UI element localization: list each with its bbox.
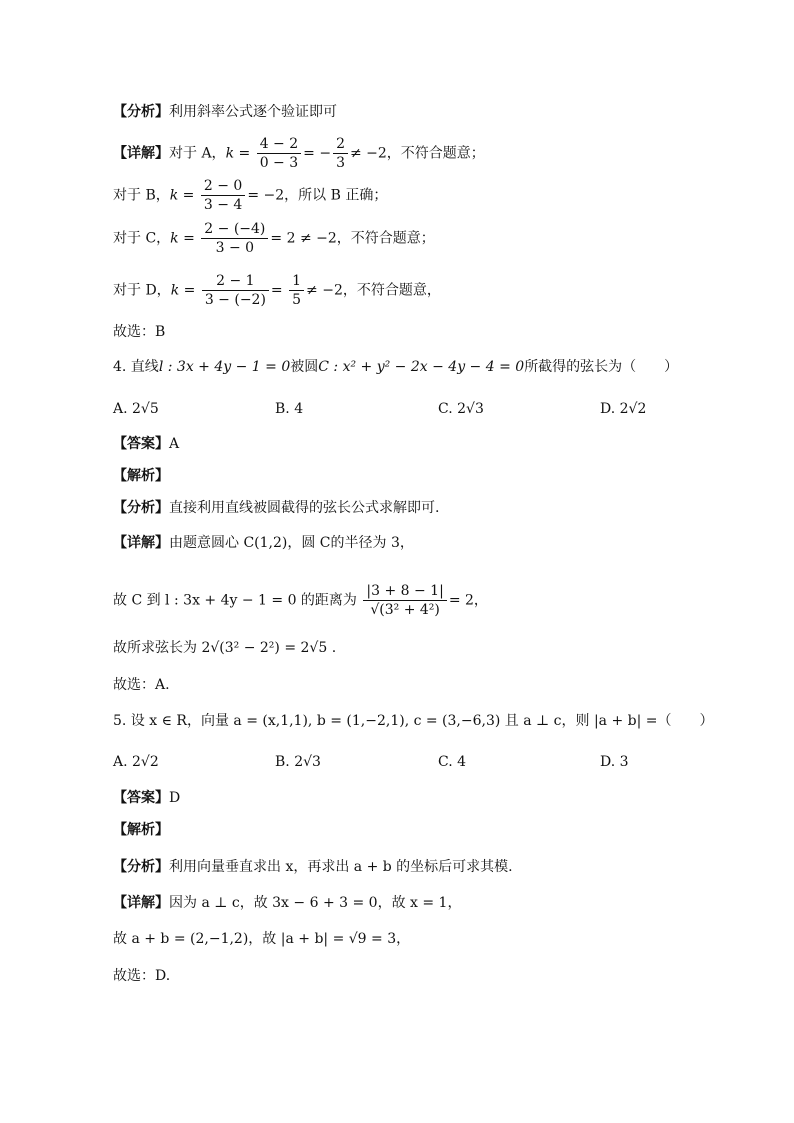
answer-value: D bbox=[169, 790, 181, 806]
case-a-prefix: 对于 A， bbox=[169, 145, 226, 162]
q4-option-a: A. 2√5 bbox=[113, 401, 159, 417]
case-b-suffix: = −2，所以 B 正确； bbox=[247, 187, 388, 204]
fraction: $\frac{2}{3}$ bbox=[333, 135, 348, 172]
q4-option-c: C. 2√3 bbox=[438, 401, 484, 417]
q3-detail-a: 【详解】对于 A，k = $\frac{4 - 2}{0 - 3}$ = − $\frac{2}{3}$ ≠ −2，不符合题意； bbox=[113, 136, 485, 171]
line-equation: l : 3x + 4y − 1 = 0 bbox=[158, 359, 291, 375]
fraction: $\frac{2 - 0}{3 - 4}$ bbox=[201, 177, 245, 214]
q4-stem: 4. 直线l : 3x + 4y − 1 = 0被圆C : x² + y² − 2x − 4y − 4 = 0所截得的弦长为（ ） bbox=[113, 359, 679, 375]
q3-detail-c: 对于 C，k = $\frac{2 - (-4)}{3 - 0}$ = 2 ≠ −2，不符合题意； bbox=[113, 221, 435, 256]
case-b-prefix: 对于 B， bbox=[113, 187, 170, 204]
answer-value: A bbox=[169, 436, 180, 452]
q3-choose: 故选：B bbox=[113, 324, 166, 340]
answer-tag: 【答案】 bbox=[113, 790, 169, 806]
case-d-suffix: ≠ −2，不符合题意， bbox=[306, 282, 441, 299]
detail-tag: 【详解】 bbox=[113, 145, 169, 162]
case-c-prefix: 对于 C， bbox=[113, 230, 171, 247]
q5-stem: 5. 设 x ∈ R，向量 a = (x,1,1), b = (1,−2,1), c = (3,−6,3) 且 a ⊥ c，则 |a + b| =（ ） bbox=[113, 713, 714, 729]
q5-detail-1: 【详解】因为 a ⊥ c，故 3x − 6 + 3 = 0，故 x = 1， bbox=[113, 895, 462, 911]
q4-explain-tag: 【解析】 bbox=[113, 468, 169, 484]
q5-option-d: D. 3 bbox=[600, 754, 629, 770]
distance-fraction: $\frac{|3 + 8 - 1|}{\text{√(3² + 4²)}}$ bbox=[363, 582, 446, 619]
answer-tag: 【答案】 bbox=[113, 436, 169, 452]
q5-analysis: 【分析】利用向量垂直求出 x，再求出 a + b 的坐标后可求其模. bbox=[113, 859, 513, 875]
q5-answer bbox=[113, 788, 180, 808]
q4-choose: 故选：A. bbox=[113, 677, 170, 693]
q4-answer bbox=[113, 434, 179, 454]
q4-option-b: B. 4 bbox=[275, 401, 304, 417]
q5-option-a: A. 2√2 bbox=[113, 754, 159, 770]
fraction: $\frac{1}{5}$ bbox=[289, 272, 304, 309]
fraction: $\frac{2 - 1}{3 - (-2)}$ bbox=[202, 272, 269, 309]
q3-detail-b: 对于 B，k = $\frac{2 - 0}{3 - 4}$ = −2，所以 B 正确； bbox=[113, 178, 388, 213]
fraction: $\frac{4 - 2}{0 - 3}$ bbox=[257, 135, 301, 172]
q5-option-c: C. 4 bbox=[438, 754, 467, 770]
case-a-suffix: ≠ −2，不符合题意； bbox=[349, 145, 485, 162]
q4-option-d: D. 2√2 bbox=[600, 401, 647, 417]
q4-detail-3: 故所求弦长为 2√(3² − 2²) = 2√5 . bbox=[113, 640, 337, 656]
q5-choose: 故选：D. bbox=[113, 968, 171, 984]
q4-analysis: 【分析】直接利用直线被圆截得的弦长公式求解即可. bbox=[113, 500, 440, 516]
analysis-tag: 【分析】 bbox=[113, 104, 169, 120]
q5-explain-tag: 【解析】 bbox=[113, 822, 169, 838]
q5-detail-2: 故 a + b = (2,−1,2)，故 |a + b| = √9 = 3， bbox=[113, 931, 411, 947]
q5-option-b: B. 2√3 bbox=[275, 754, 321, 770]
circle-equation: C : x² + y² − 2x − 4y − 4 = 0 bbox=[318, 359, 525, 375]
q4-detail-1: 【详解】由题意圆心 C(1,2)，圆 C的半径为 3， bbox=[113, 535, 414, 551]
q4-detail-2: 故 C 到 l : 3x + 4y − 1 = 0 的距离为 $\frac{|3 + 8 - 1|}{\text{√(3² + 4²)}}$ = 2， bbox=[113, 583, 488, 618]
fraction: $\frac{2 - (-4)}{3 - 0}$ bbox=[201, 220, 268, 257]
case-c-suffix: = 2 ≠ −2，不符合题意； bbox=[270, 230, 435, 247]
case-d-prefix: 对于 D， bbox=[113, 282, 171, 299]
q3-detail-d: 对于 D，k = $\frac{2 - 1}{3 - (-2)}$ = $\frac{1}{5}$ ≠ −2，不符合题意， bbox=[113, 273, 441, 308]
q3-analysis bbox=[113, 102, 337, 122]
analysis-text: 利用斜率公式逐个验证即可 bbox=[169, 104, 337, 120]
